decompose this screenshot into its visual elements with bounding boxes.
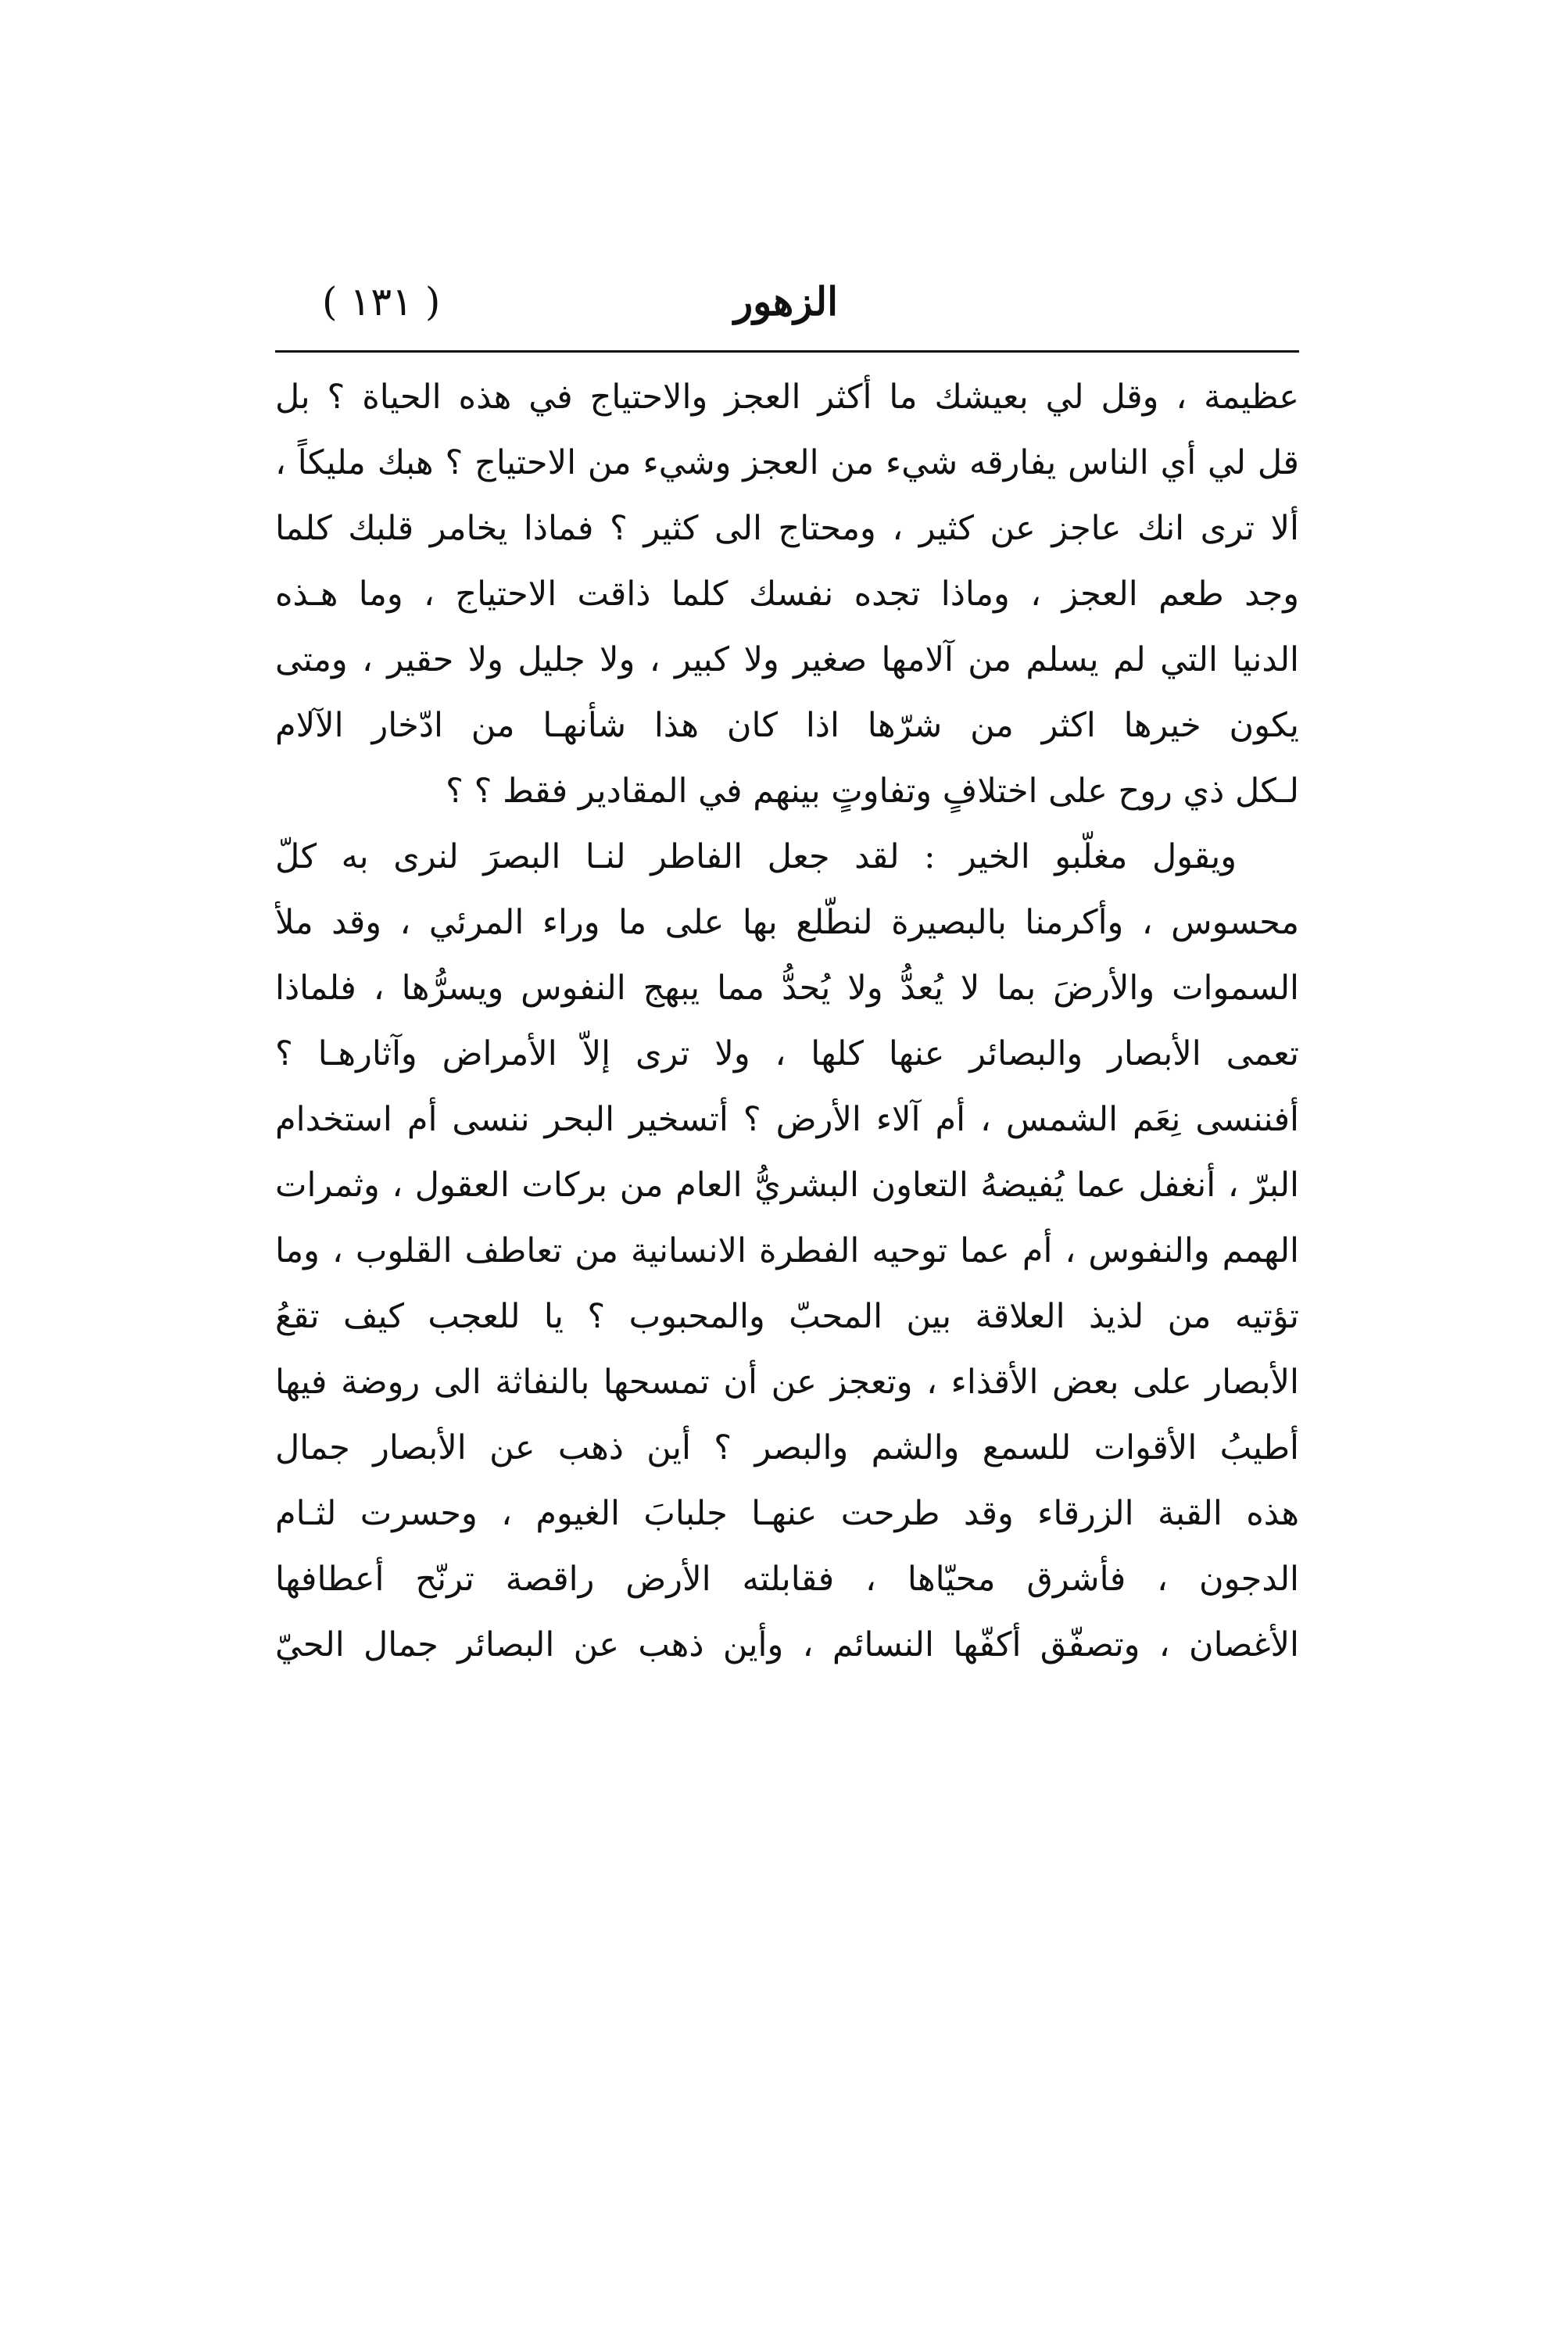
- text-line: أفننسى نِعَم الشمس ، أم آلاء الأرض ؟ أتسخير البحر ننسى أم استخدام: [275, 1100, 1299, 1139]
- text-line: الدجون ، فأشرق محيّاها ، فقابلته الأرض راقصة ترنّح أعطافها: [275, 1560, 1299, 1599]
- page-number: ( ١٣١ ): [322, 279, 441, 324]
- text-line: الهمم والنفوس ، أم عما توحيه الفطرة الانسانية من تعاطف القلوب ، وما: [275, 1231, 1299, 1270]
- text-line: قل لي أي الناس يفارقه شيء من العجز وشيء من الاحتياج ؟ هبك مليكاً ،: [275, 443, 1299, 482]
- running-header: [275, 263, 1299, 341]
- text-line: وجد طعم العجز ، وماذا تجده نفسك كلما ذاقت الاحتياج ، وما هـذه: [275, 575, 1299, 614]
- running-title: الزهور: [733, 278, 838, 324]
- text-line: الدنيا التي لم يسلم من آلامها صغير ولا كبير ، ولا جليل ولا حقير ، ومتى: [275, 640, 1299, 679]
- text-line: لـكل ذي روح على اختلافٍ وتفاوتٍ بينهم في المقادير فقط ؟ ؟: [446, 772, 1299, 811]
- text-line: ويقول مغلّبو الخير : لقد جعل الفاطر لنـا البصرَ لنرى به كلّ: [275, 837, 1237, 876]
- text-line: عظيمة ، وقل لي بعيشك ما أكثر العجز والاحتياج في هذه الحياة ؟ بل: [275, 378, 1299, 417]
- text-line: هذه القبة الزرقاء وقد طرحت عنهـا جلبابَ الغيوم ، وحسرت لثـام: [275, 1494, 1299, 1533]
- text-line: الأبصار على بعض الأقذاء ، وتعجز عن أن تمسحها بالنفاثة الى روضة فيها: [275, 1363, 1299, 1402]
- text-line: أطيبُ الأقوات للسمع والشم والبصر ؟ أين ذهب عن الأبصار جمال: [275, 1428, 1299, 1467]
- text-line: الأغصان ، وتصفّق أكفّها النسائم ، وأين ذهب عن البصائر جمال الحيّ: [275, 1625, 1299, 1664]
- text-line: تؤتيه من لذيذ العلاقة بين المحبّ والمحبوب ؟ يا للعجب كيف تقعُ: [275, 1297, 1299, 1336]
- text-line: ألا ترى انك عاجز عن كثير ، ومحتاج الى كثير ؟ فماذا يخامر قلبك كلما: [275, 509, 1299, 548]
- text-line: تعمى الأبصار والبصائر عنها كلها ، ولا ترى إلاّ الأمراض وآثارهـا ؟: [275, 1034, 1299, 1073]
- text-line: يكون خيرها اكثر من شرّها اذا كان هذا شأنهـا من ادّخار الآلام: [275, 706, 1299, 745]
- header-rule: [275, 350, 1299, 353]
- text-line: البرّ ، أنغفل عما يُفيضهُ التعاون البشريُّ العام من بركات العقول ، وثمرات: [275, 1166, 1299, 1205]
- body-text: [275, 364, 1299, 1678]
- text-line: محسوس ، وأكرمنا بالبصيرة لنطّلع بها على ما وراء المرئي ، وقد ملأ: [275, 903, 1299, 942]
- text-line: السموات والأرضَ بما لا يُعدُّ ولا يُحدُّ مما يبهج النفوس ويسرُّها ، فلماذا: [275, 969, 1299, 1008]
